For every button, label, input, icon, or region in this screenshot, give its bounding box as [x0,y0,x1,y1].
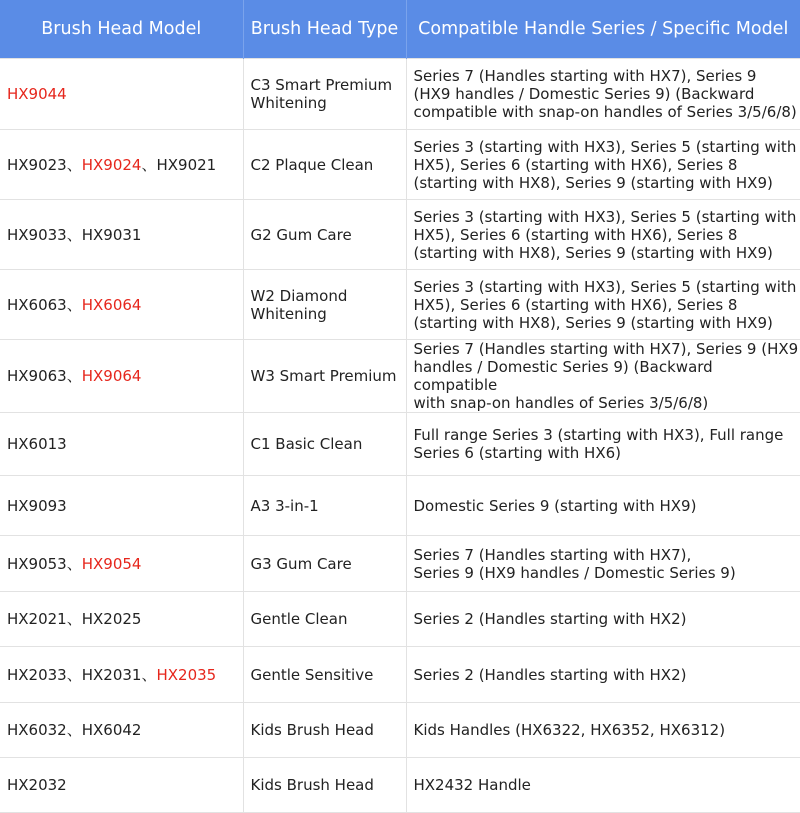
model-code: HX9023 [7,155,67,174]
model-code: HX9093 [7,496,67,515]
model-separator: 、 [141,155,157,174]
model-code: HX2033 [7,665,67,684]
model-separator: 、 [66,665,82,684]
type-cell: C2 Plaque Clean [243,130,406,200]
model-code: HX6064 [81,295,142,314]
compat-cell: Series 3 (starting with HX3), Series 5 (starting with HX5), Series 6 (starting with HX6), Series 8 (starting with HX8), Series 9 (starting with HX9) [406,200,800,270]
model-cell [0,270,243,340]
model-cell [0,476,243,536]
table-row [0,647,800,703]
model-code: HX9024 [81,155,142,174]
type-cell: C1 Basic Clean [243,413,406,476]
model-code: HX9031 [81,225,142,244]
model-code: HX6013 [7,435,67,453]
model-separator: 、 [141,665,157,684]
compat-cell: Series 3 (starting with HX3), Series 5 (starting with HX5), Series 6 (starting with HX6), Series 8 (starting with HX8), Series 9 (starting with HX9) [406,130,800,200]
type-cell: W3 Smart Premium [243,340,406,413]
compat-cell: Full range Series 3 (starting with HX3), Full range Series 6 (starting with HX6) [406,413,800,476]
model-cell [0,130,243,200]
header-compat: Compatible Handle Series / Specific Model [406,0,800,59]
model-cell [0,592,243,647]
compat-cell: Series 2 (Handles starting with HX2) [406,592,800,647]
model-separator: 、 [66,367,82,385]
type-cell: C3 Smart Premium Whitening [243,59,406,130]
type-cell: Kids Brush Head [243,758,406,813]
model-code: HX9044 [7,85,67,103]
model-cell [0,536,243,592]
model-cell [0,413,243,476]
model-separator: 、 [66,295,82,314]
model-separator: 、 [66,155,82,174]
type-cell: Kids Brush Head [243,703,406,758]
table-row [0,476,800,536]
type-cell: Gentle Sensitive [243,647,406,703]
model-code: HX9053 [7,554,67,573]
model-cell [0,200,243,270]
compat-cell: Domestic Series 9 (starting with HX9) [406,476,800,536]
model-separator: 、 [66,554,82,573]
table-row [0,200,800,270]
model-code: HX2035 [156,665,217,684]
table-row [0,270,800,340]
type-cell: G3 Gum Care [243,536,406,592]
header-type: Brush Head Type [243,0,406,59]
model-cell [0,340,243,413]
model-cell [0,703,243,758]
header-model: Brush Head Model [0,0,243,59]
compat-cell: Series 7 (Handles starting with HX7), Series 9 (HX9 handles / Domestic Series 9) [406,536,800,592]
table-body [0,59,800,813]
table-row [0,536,800,592]
model-code: HX2031 [81,665,142,684]
model-code: HX6042 [81,721,142,739]
header-row [0,0,800,59]
compat-cell: HX2432 Handle [406,758,800,813]
model-code: HX9064 [81,367,142,385]
table-row [0,413,800,476]
model-code: HX9033 [7,225,67,244]
model-code: HX2021 [7,610,67,628]
model-code: HX9063 [7,367,67,385]
model-code: HX2032 [7,776,67,794]
compat-cell: Series 3 (starting with HX3), Series 5 (starting with HX5), Series 6 (starting with HX6), Series 8 (starting with HX8), Series 9 (starting with HX9) [406,270,800,340]
model-separator: 、 [66,610,82,628]
model-code: HX6063 [7,295,67,314]
model-code: HX2025 [81,610,142,628]
model-cell [0,59,243,130]
model-separator: 、 [66,225,82,244]
model-code: HX9054 [81,554,142,573]
table-row [0,59,800,130]
model-code: HX6032 [7,721,67,739]
table-row [0,703,800,758]
compat-cell: Series 7 (Handles starting with HX7), Series 9 (HX9 handles / Domestic Series 9) (Backward compatible with snap-on handles of Series 3/5/6/8) [406,340,800,413]
model-separator: 、 [66,721,82,739]
table-row [0,592,800,647]
model-cell [0,647,243,703]
compat-cell: Series 2 (Handles starting with HX2) [406,647,800,703]
type-cell: G2 Gum Care [243,200,406,270]
compat-cell: Kids Handles (HX6322, HX6352, HX6312) [406,703,800,758]
type-cell: W2 Diamond Whitening [243,270,406,340]
model-code: HX9021 [156,155,217,174]
model-cell [0,758,243,813]
type-cell: Gentle Clean [243,592,406,647]
table-row [0,130,800,200]
table-row [0,340,800,413]
table-row [0,758,800,813]
type-cell: A3 3-in-1 [243,476,406,536]
compat-cell: Series 7 (Handles starting with HX7), Series 9 (HX9 handles / Domestic Series 9) (Backward compatible with snap-on handles of Series 3/5/6/8) [406,59,800,130]
